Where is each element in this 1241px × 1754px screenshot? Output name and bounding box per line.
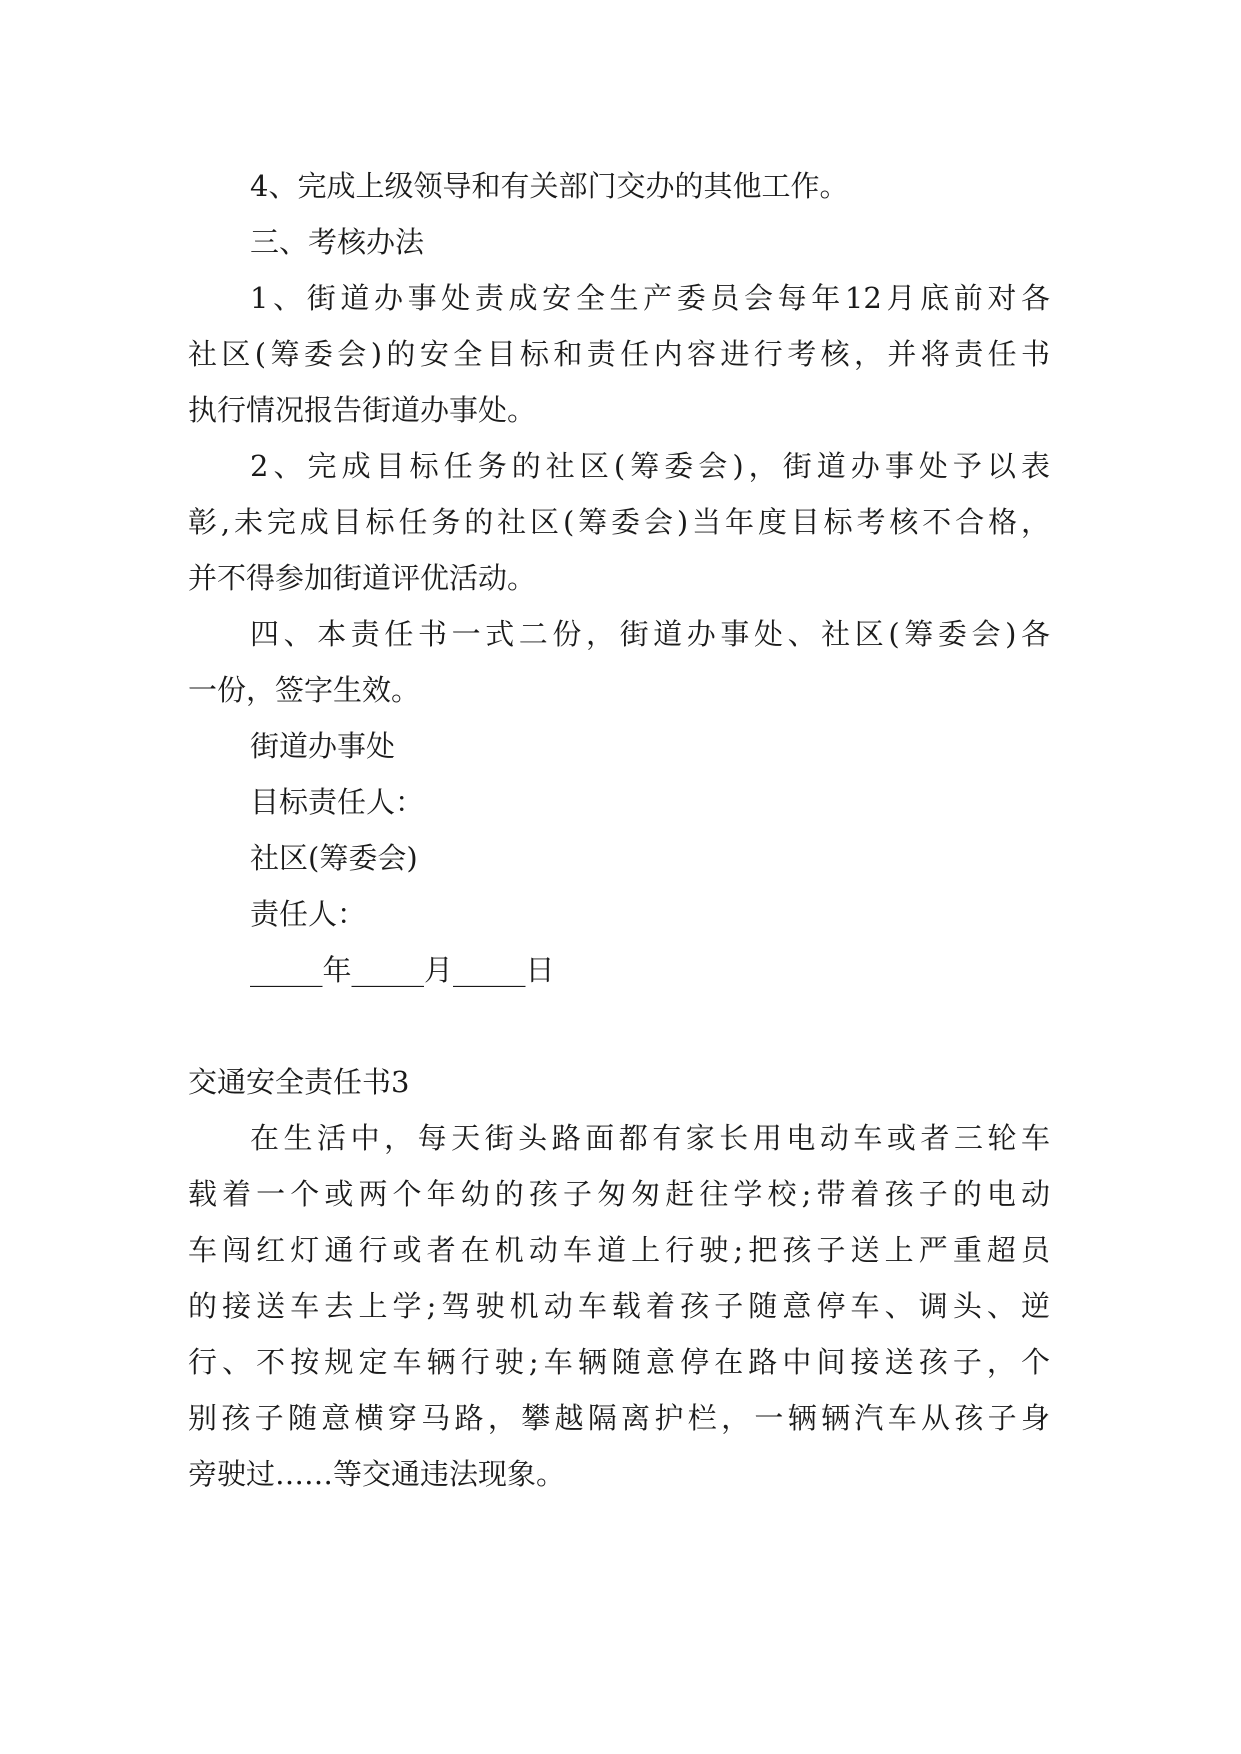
signature-person: 责任人： bbox=[250, 897, 367, 931]
paragraph-2-line-2: 彰,未完成目标任务的社区(筹委会)当年度目标考核不合格， bbox=[188, 505, 1050, 539]
signature-office: 街道办事处 bbox=[250, 729, 396, 763]
paragraph-1-line-3: 执行情况报告街道办事处。 bbox=[188, 393, 537, 427]
traffic-paragraph-line-7: 旁驶过……等交通违法现象。 bbox=[188, 1457, 566, 1491]
traffic-paragraph-line-2: 载着一个或两个年幼的孩子匆匆赶往学校;带着孩子的电动 bbox=[188, 1177, 1050, 1211]
paragraph-2-line-1: 2、完成目标任务的社区(筹委会)，街道办事处予以表 bbox=[250, 449, 1050, 483]
section-heading-assessment: 三、考核办法 bbox=[250, 225, 425, 259]
paragraph-2-line-3: 并不得参加街道评优活动。 bbox=[188, 561, 537, 595]
paragraph-3-line-1: 四、本责任书一式二份，街道办事处、社区(筹委会)各 bbox=[250, 617, 1050, 651]
paragraph-1-line-2: 社区(筹委会)的安全目标和责任内容进行考核，并将责任书 bbox=[188, 337, 1050, 371]
traffic-paragraph-line-1: 在生活中，每天街头路面都有家长用电动车或者三轮车 bbox=[250, 1121, 1050, 1155]
paragraph-3-line-2: 一份，签字生效。 bbox=[188, 673, 421, 707]
traffic-paragraph-line-4: 的接送车去上学;驾驶机动车载着孩子随意停车、调头、逆 bbox=[188, 1289, 1050, 1323]
signature-date: _____年_____月_____日 bbox=[250, 953, 555, 987]
signature-target-person: 目标责任人： bbox=[250, 785, 425, 819]
section-title-traffic-safety: 交通安全责任书3 bbox=[188, 1065, 410, 1099]
paragraph-1-line-1: 1、街道办事处责成安全生产委员会每年12月底前对各 bbox=[250, 281, 1050, 315]
list-item-4: 4、完成上级领导和有关部门交办的其他工作。 bbox=[250, 169, 849, 203]
traffic-paragraph-line-6: 别孩子随意横穿马路，攀越隔离护栏，一辆辆汽车从孩子身 bbox=[188, 1401, 1050, 1435]
traffic-paragraph-line-5: 行、不按规定车辆行驶;车辆随意停在路中间接送孩子，个 bbox=[188, 1345, 1050, 1379]
signature-community: 社区(筹委会) bbox=[250, 841, 418, 875]
traffic-paragraph-line-3: 车闯红灯通行或者在机动车道上行驶;把孩子送上严重超员 bbox=[188, 1233, 1050, 1267]
